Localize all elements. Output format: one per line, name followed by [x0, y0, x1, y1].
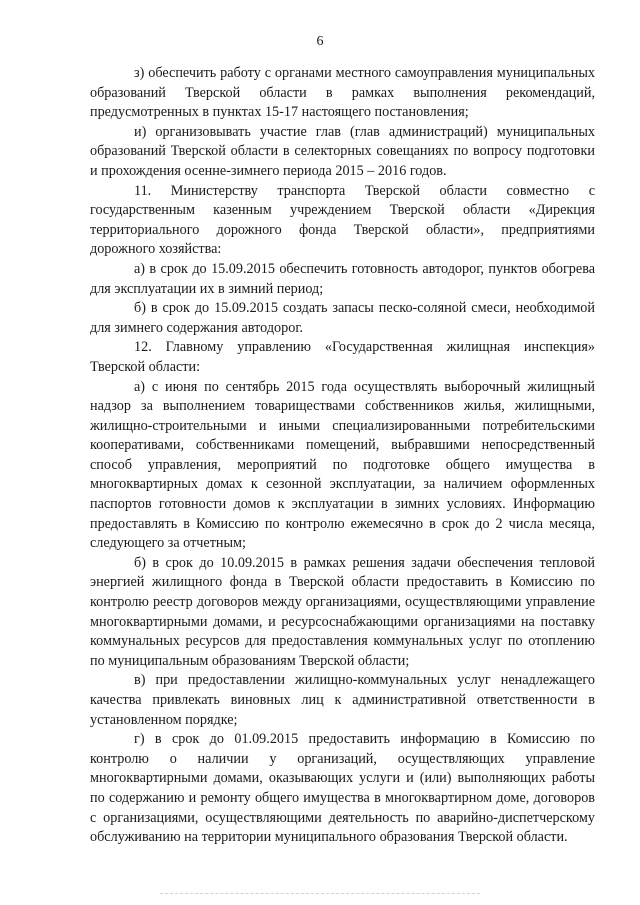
- paragraph-11-b: б) в срок до 15.09.2015 создать запасы песко-соляной смеси, необходимой для зимнего содержания автодорог.: [90, 300, 595, 336]
- page-number: 6: [316, 34, 324, 49]
- paragraph-12-b: б) в срок до 10.09.2015 в рамках решения задачи обеспечения тепловой энергией жилищного фонда в Тверской области предоставить в Комиссию по контролю реестр договоров между организациями, осуществляющими управление многоквартирными домами, и ресурсоснабжающими организациями на поставку коммунальных ресурсов для предоставления коммунальных услуг по отоплению по муниципальным образованиям Тверской области;: [90, 554, 595, 669]
- paragraph-11-a: а) в срок до 15.09.2015 обеспечить готовность автодорог, пунктов обогрева для эксплуатации их в зимний период;: [90, 260, 595, 297]
- paragraph-12-g: г) в срок до 01.09.2015 предоставить информацию в Комиссию по контролю о наличии у организаций, осуществляющих управление многоквартирными домами, оказывающих услуги и (или) выполняющих работы по содержанию и ремонту общего имущества в многоквартирном доме, договоров с организациями, осуществляющими деятельность по аварийно-диспетчерскому обслуживанию на территории муниципального образования Тверской области.: [90, 731, 595, 846]
- paragraph-section-11: 11. Министерству транспорта Тверской области совместно с государственным казенным учреждением Тверской области «Дирекция территориального дорожного фонда Тверской области», предприятиями дорожного хозяйства:: [90, 182, 595, 258]
- scan-edge-artifact: [160, 893, 480, 898]
- paragraph-section-12: 12. Главному управлению «Государственная жилищная инспекция» Тверской области:: [90, 339, 595, 375]
- paragraph-item-i: и) организовывать участие глав (глав администраций) муниципальных образований Тверской области в селекторных совещаниях по вопросу подготовки и прохождения осенне-зимнего периода 2015 – 2016 годов.: [90, 123, 595, 179]
- paragraph-12-a: а) с июня по сентябрь 2015 года осуществлять выборочный жилищный надзор за выполнением товариществами собственников жилья, жилищными, жилищно-строительными и иными специализированными потребительскими кооперативами, собственниками помещений, выбравшими непосредственный способ управления, мероприятий по подготовке общего имущества в многоквартирных домах к сезонной эксплуатации, за наличием оформленных паспортов готовности домов к эксплуатации в зимних условиях. Информацию предоставлять в Комиссию по контролю ежемесячно в срок до 2 числа месяца, следующего за отчетным;: [90, 378, 595, 552]
- paragraph-12-v: в) при предоставлении жилищно-коммунальных услуг ненадлежащего качества привлекать виновных лиц к административной ответственности в установленном порядке;: [90, 672, 595, 728]
- paragraph-item-z: з) обеспечить работу с органами местного самоуправления муниципальных образований Тверской области в рамках выполнения рекомендаций, предусмотренных в пунктах 15-17 настоящего постановления;: [90, 65, 595, 121]
- document-body: [90, 64, 595, 848]
